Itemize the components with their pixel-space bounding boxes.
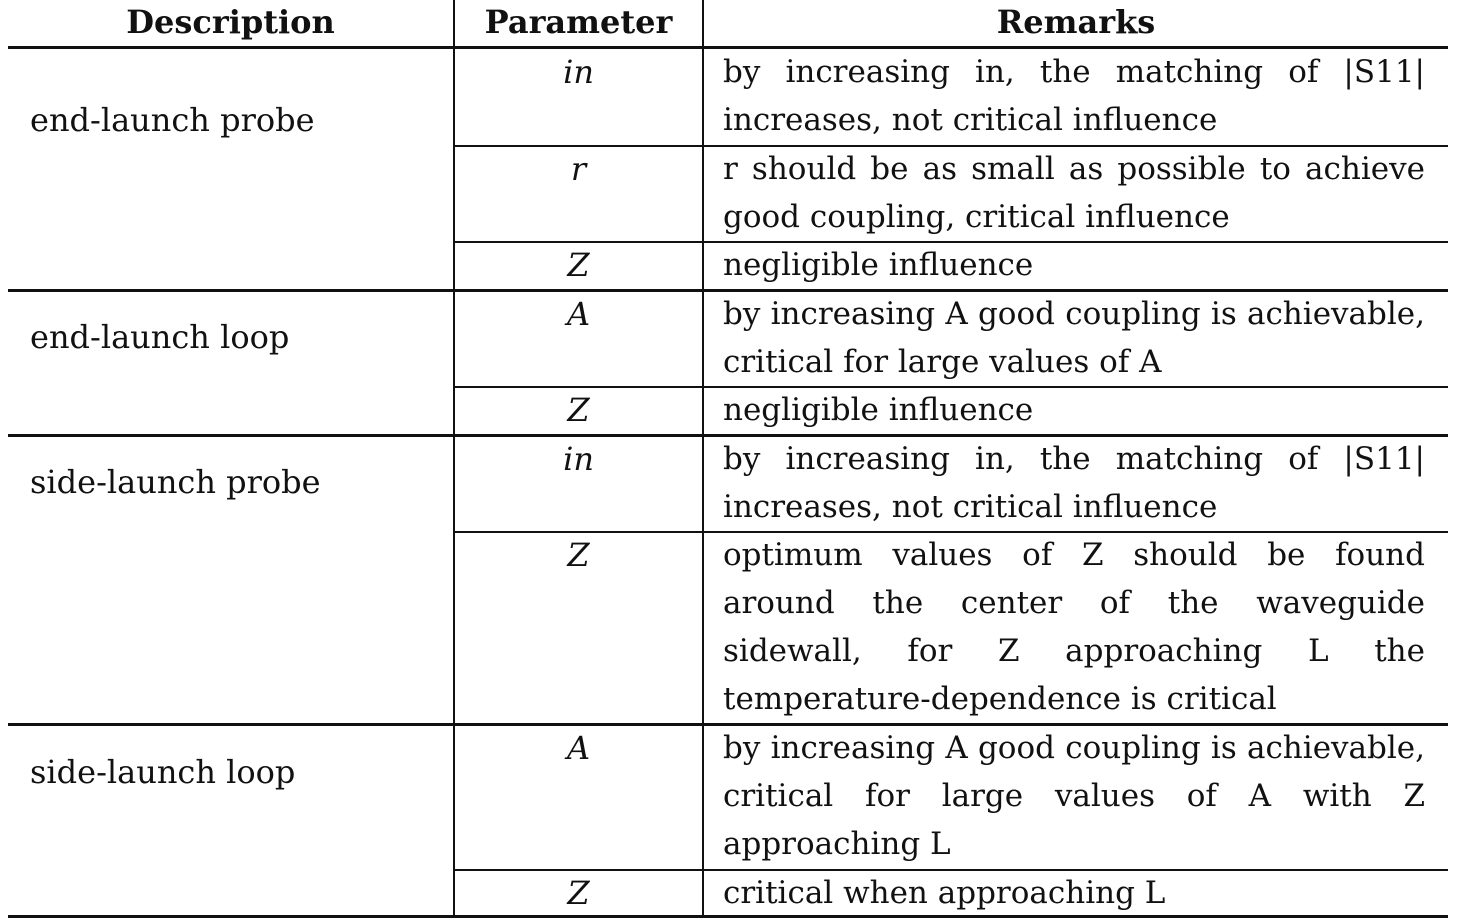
remarks-cell: by increasing A good coupling is achievable, critical for large values of A with Z approaching L xyxy=(723,730,1425,862)
parameter-cell: r xyxy=(570,150,587,188)
header-parameter: Parameter xyxy=(484,3,673,41)
parameter-cell: A xyxy=(566,729,591,767)
parameter-cell: Z xyxy=(567,391,590,429)
description-cell: side-launch loop xyxy=(30,753,296,791)
parameter-cell: A xyxy=(566,295,591,333)
parameter-cell: Z xyxy=(567,246,590,284)
parameter-cell: in xyxy=(563,53,594,91)
remarks-cell: by increasing A good coupling is achievable, critical for large values of A xyxy=(723,296,1425,380)
remarks-cell: critical when approaching L xyxy=(723,875,1166,911)
remarks-cell: negligible influence xyxy=(723,247,1034,283)
parameter-cell: Z xyxy=(567,536,590,574)
parameter-cell: in xyxy=(563,440,594,478)
remarks-cell: r should be as small as possible to achieve good coupling, critical influence xyxy=(723,151,1425,235)
description-cell: side-launch probe xyxy=(30,463,321,501)
parameter-cell: Z xyxy=(567,874,590,912)
parameter-table xyxy=(8,0,1448,923)
header-remarks: Remarks xyxy=(996,3,1156,41)
header-description: Description xyxy=(126,3,335,41)
description-cell: end-launch loop xyxy=(30,318,290,356)
column-divider xyxy=(702,0,704,918)
description-cell: end-launch probe xyxy=(30,101,315,139)
remarks-cell: optimum values of Z should be found around the center of the waveguide sidewall, for Z approaching L the temperature-dependence is critical xyxy=(723,537,1425,717)
remarks-cell: negligible influence xyxy=(723,392,1034,428)
remarks-cell: by increasing in, the matching of |S11| increases, not critical influence xyxy=(723,54,1425,138)
remarks-cell: by increasing in, the matching of |S11| increases, not critical influence xyxy=(723,441,1425,525)
